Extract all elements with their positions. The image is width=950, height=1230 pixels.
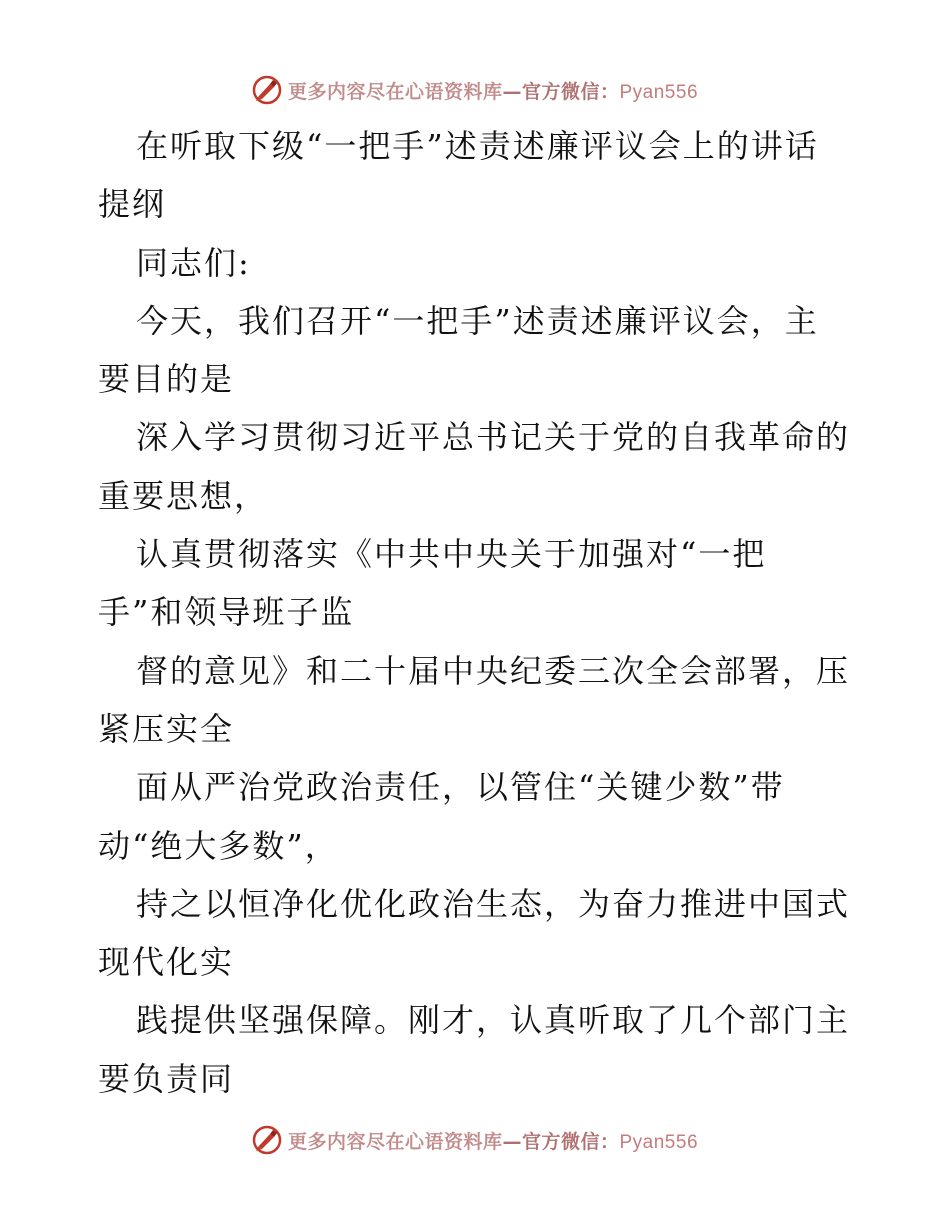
banner-site-name: 更多内容尽在心语资料库 — [287, 80, 503, 103]
header-banner-content — [252, 75, 698, 105]
text-line: 督的意见》和二十届中央纪委三次全会部署，压 — [136, 651, 851, 690]
text-line: 提纲 — [98, 185, 167, 224]
banner-separator: — — [502, 1130, 522, 1153]
banner-separator: — — [502, 80, 522, 103]
text-line: 深入学习贯彻习近平总书记关于党的自我革命的 — [136, 418, 851, 457]
text-line: 在听取下级“一把手”述责述廉评议会上的讲话 — [136, 127, 819, 165]
banner-text — [288, 77, 698, 104]
document-body — [98, 117, 858, 1108]
footer-banner-content — [252, 1125, 698, 1155]
text-line: 手”和领导班子监 — [98, 593, 355, 632]
text-line: 今天，我们召开“一把手”述责述廉评议会，主 — [136, 301, 819, 340]
text-line: 要目的是 — [98, 360, 235, 399]
header-banner — [0, 70, 950, 110]
text-line: 践提供坚强保障。刚才，认真听取了几个部门主 — [136, 1001, 851, 1040]
footer-banner — [0, 1120, 950, 1160]
text-line: 同志们: — [136, 243, 251, 282]
banner-wechat-id: Pyan556 — [619, 1131, 699, 1153]
text-line: 重要思想， — [98, 476, 269, 515]
banner-wechat-label: 官方微信： — [521, 1130, 620, 1153]
banner-wechat-label: 官方微信： — [521, 80, 620, 103]
text-line: 面从严治党政治责任，以管住“关键少数”带 — [136, 768, 785, 807]
text-line: 要负责同 — [98, 1059, 235, 1098]
banner-site-name: 更多内容尽在心语资料库 — [287, 1130, 503, 1153]
text-line: 动“绝大多数”， — [98, 826, 339, 865]
text-line: 持之以恒净化优化政治生态，为奋力推进中国式 — [136, 884, 851, 923]
text-line: 现代化实 — [98, 943, 235, 982]
pen-logo-icon — [252, 75, 282, 105]
text-line: 紧压实全 — [98, 709, 235, 748]
banner-text — [288, 1127, 698, 1154]
text-line: 认真贯彻落实《中共中央关于加强对“一把 — [136, 535, 767, 574]
pen-logo-icon — [252, 1125, 282, 1155]
banner-wechat-id: Pyan556 — [619, 81, 699, 103]
